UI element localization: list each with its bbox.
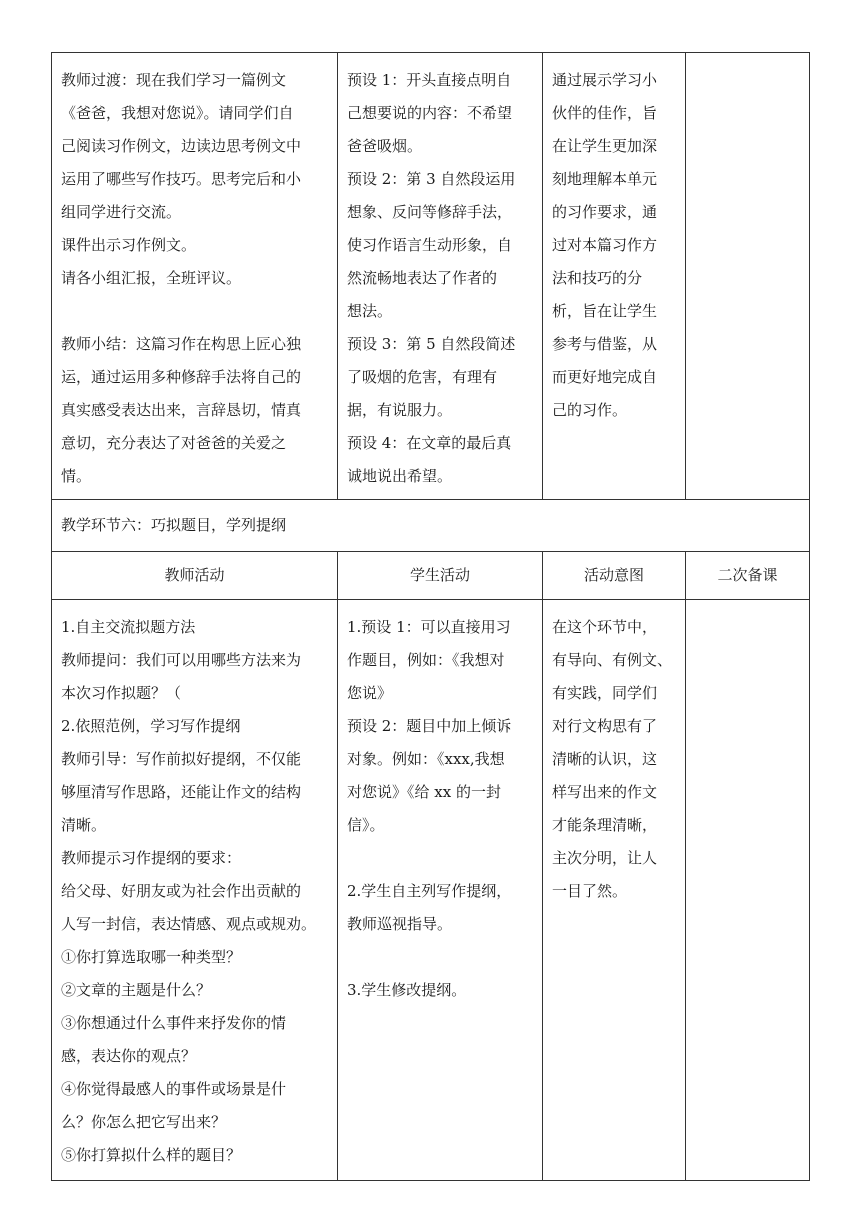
header-secondary-prep: 二次备课 [717,566,778,584]
secondary-prep-cell [686,53,810,500]
text-line: ③你想通过什么事件来抒发你的情 [61,1014,287,1032]
text-line: 在这个环节中， [552,618,658,636]
text-line: 本次习作拟题？（ [61,684,182,702]
text-line: 己的习作。 [552,401,628,419]
table-header-row [52,552,810,600]
text-line: 《爸爸，我想对您说》。请同学们自 [61,104,294,122]
text-line: 预设 1：开头直接点明自 [347,71,512,89]
student-activity-text [338,53,542,499]
text-line: 教师提问：我们可以用哪些方法来为 [61,651,302,669]
text-line: 过对本篇习作方 [552,236,658,254]
text-line: 给父母、好朋友或为社会作出贡献的 [61,882,302,900]
teacher-activity-text [52,53,337,499]
text-line: 预设 4：在文章的最后真 [347,434,512,452]
text-line: 意切，充分表达了对爸爸的关爱之 [61,434,287,452]
text-line: 运用了哪些写作技巧。思考完后和小 [61,170,302,188]
text-line: 对象。例如：《xxx,我想 [347,750,505,768]
text-line: 一目了然。 [552,882,628,900]
table-row [52,53,810,500]
text-line: 2.依照范例，学习写作提纲 [61,717,241,735]
column-header [338,552,543,600]
text-line: 在让学生更加深 [552,137,658,155]
text-line: 了吸烟的危害，有理有 [347,368,498,386]
text-line: ①你打算选取哪一种类型？ [61,948,242,966]
text-line: 您说》 [347,684,393,702]
text-line: 己阅读习作例文，边读边思考例文中 [61,137,302,155]
text-line: 教师提示习作提纲的要求： [61,849,242,867]
lesson-plan-table [51,52,810,1181]
text-line: 诚地说出希望。 [347,467,453,485]
column-header [52,552,338,600]
text-line: 信》。 [347,816,385,834]
student-activity-cell [338,53,543,500]
text-line: 3.学生修改提纲。 [347,981,467,999]
text-line: 想法。 [347,302,393,320]
text-line: 爸爸吸烟。 [347,137,423,155]
text-line: 参考与借鉴，从 [552,335,658,353]
text-line [347,941,534,974]
text-line: 感，表达你的观点？ [61,1047,197,1065]
text-line: 法和技巧的分 [552,269,643,287]
text-line [347,842,534,875]
text-line: 情。 [61,467,92,485]
text-line: 教师引导：写作前拟好提纲，不仅能 [61,750,302,768]
text-line: 才能条理清晰， [552,816,658,834]
text-line: 组同学进行交流。 [61,203,182,221]
activity-intent-text [543,53,685,433]
table-row [52,500,810,552]
text-line: 然流畅地表达了作者的 [347,269,498,287]
teacher-activity-text [52,600,337,1178]
secondary-prep-text [686,600,809,617]
text-line: 想象、反问等修辞手法， [347,203,513,221]
text-line: 教师过渡：现在我们学习一篇例文 [61,71,287,89]
text-line: 2.学生自主列写作提纲， [347,882,512,900]
text-line: 人写一封信，表达情感、观点或规劝。 [61,915,317,933]
text-line: 教师小结：这篇习作在构思上匠心独 [61,335,302,353]
student-activity-text [338,600,542,1013]
header-teacher-activity: 教师活动 [164,566,225,584]
text-line: 1.预设 1：可以直接用习 [347,618,511,636]
text-line: 刻地理解本单元 [552,170,658,188]
text-line: 有实践，同学们 [552,684,658,702]
text-line: 预设 3：第 5 自然段简述 [347,335,516,353]
activity-intent-cell [543,53,686,500]
activity-intent-text [543,600,685,914]
text-line: 请各小组汇报，全班评议。 [61,269,242,287]
text-line: 通过展示学习小 [552,71,658,89]
table-row [52,600,810,1181]
text-line: 预设 2：题目中加上倾诉 [347,717,512,735]
text-line: 使习作语言生动形象，自 [347,236,513,254]
text-line: 真实感受表达出来，言辞恳切，情真 [61,401,302,419]
student-activity-cell [338,600,543,1181]
text-line: 伙伴的佳作，旨 [552,104,658,122]
text-line: 教师巡视指导。 [347,915,453,933]
text-line: 的习作要求，通 [552,203,658,221]
text-line: 对行文构思有了 [552,717,658,735]
text-line: 主次分明，让人 [552,849,658,867]
text-line: 样写出来的作文 [552,783,658,801]
text-line: 预设 2：第 3 自然段运用 [347,170,516,188]
text-line: 清晰。 [61,816,107,834]
text-line [61,295,329,328]
text-line: 清晰的认识，这 [552,750,658,768]
text-line: 据，有说服力。 [347,401,453,419]
text-line: 有导向、有例文、 [552,651,673,669]
text-line: 运，通过运用多种修辞手法将自己的 [61,368,302,386]
header-student-activity: 学生活动 [409,566,470,584]
section-title: 教学环节六：巧拟题目，学列提纲 [61,516,287,534]
activity-intent-cell [543,600,686,1181]
column-header [686,552,810,600]
secondary-prep-cell [686,600,810,1181]
text-line: 己想要说的内容：不希望 [347,104,513,122]
text-line: 析，旨在让学生 [552,302,658,320]
text-line: 对您说》《给 xx 的一封 [347,783,501,801]
secondary-prep-text [686,53,809,70]
text-line: 课件出示习作例文。 [61,236,197,254]
text-line: 作题目，例如：《我想对 [347,651,505,669]
section-heading-cell [52,500,810,552]
text-line: 而更好地完成自 [552,368,658,386]
header-activity-intent: 活动意图 [583,566,644,584]
text-line: 1.自主交流拟题方法 [61,618,196,636]
teacher-activity-cell [52,53,338,500]
text-line: 够厘清写作思路，还能让作文的结构 [61,783,302,801]
text-line: 么？你怎么把它写出来？ [61,1113,227,1131]
text-line: ④你觉得最感人的事件或场景是什 [61,1080,287,1098]
column-header [543,552,686,600]
teacher-activity-cell [52,600,338,1181]
text-line: ⑤你打算拟什么样的题目？ [61,1146,242,1164]
text-line: ②文章的主题是什么？ [61,981,212,999]
